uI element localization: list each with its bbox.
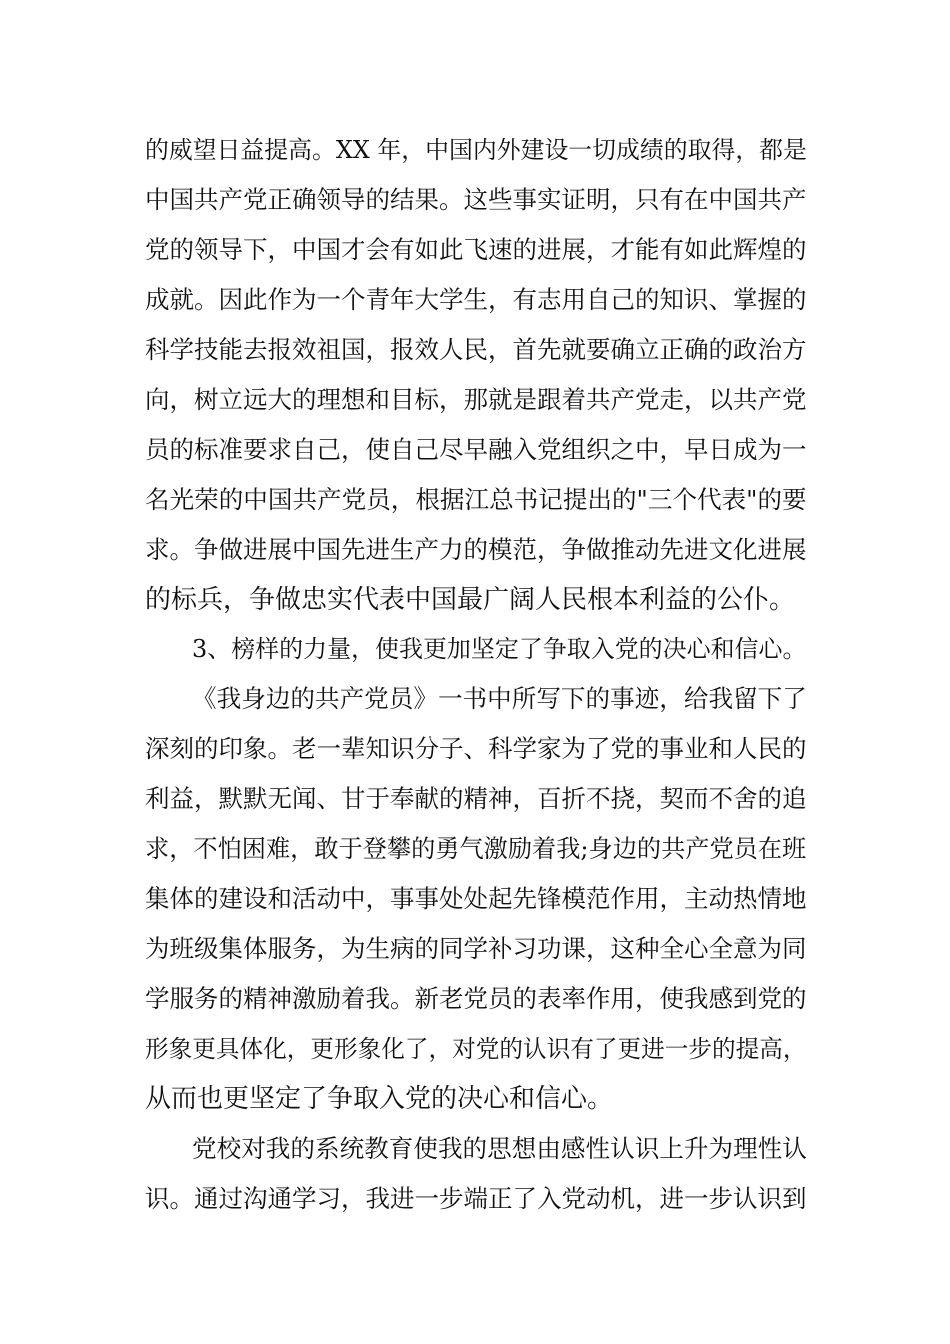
text-line: 识。通过沟通学习，我进一步端正了入党动机，进一步认识到	[145, 1184, 807, 1213]
text-line: 求。争做进展中国先进生产力的模范，争做推动先进文化进展	[145, 535, 807, 564]
text-line: 《我身边的共产党员》一书中所写下的事迹，给我留下了	[192, 684, 807, 713]
text-line: 的威望日益提高。XX 年，中国内外建设一切成绩的取得，都是	[145, 136, 807, 164]
text-line: 成就。因此作为一个青年大学生，有志用自己的知识、掌握的	[145, 285, 807, 314]
text-line: 党校对我的系统教育使我的思想由感性认识上升为理性认	[192, 1134, 807, 1163]
text-line: 深刻的印象。老一辈知识分子、科学家为了党的事业和人民的	[145, 734, 807, 763]
text-line: 名光荣的中国共产党员，根据江总书记提出的"三个代表"的要	[145, 485, 807, 514]
text-line: 的标兵，争做忠实代表中国最广阔人民根本利益的公仆。	[145, 585, 796, 615]
text-line: 中国共产党正确领导的结果。这些事实证明，只有在中国共产	[145, 185, 807, 214]
text-line: 求，不怕困难，敢于登攀的勇气激励着我;身边的共产党员在班	[145, 835, 807, 863]
text-line: 学服务的精神激励着我。新老党员的表率作用，使我感到党的	[145, 984, 807, 1013]
text-line: 科学技能去报效祖国，报效人民，首先就要确立正确的政治方	[145, 335, 807, 364]
text-line: 为班级集体服务，为生病的同学补习功课，这种全心全意为同	[145, 934, 807, 963]
text-line: 向，树立远大的理想和目标，那就是跟着共产党走，以共产党	[145, 385, 807, 414]
text-line: 员的标准要求自己，使自己尽早融入党组织之中，早日成为一	[145, 435, 807, 464]
text-line: 形象更具体化，更形象化了，对党的认识有了更进一步的提高，	[145, 1035, 807, 1063]
section-heading: 3、榜样的力量，使我更加坚定了争取入党的决心和信心。	[192, 635, 807, 663]
text-line: 党的领导下，中国才会有如此飞速的进展，才能有如此辉煌的	[145, 235, 807, 264]
text-line: 集体的建设和活动中，事事处处起先锋模范作用，主动热情地	[145, 884, 807, 913]
text-line: 利益，默默无闻、甘于奉献的精神，百折不挠，契而不舍的追	[145, 784, 807, 813]
text-line: 从而也更坚定了争取入党的决心和信心。	[145, 1084, 614, 1114]
